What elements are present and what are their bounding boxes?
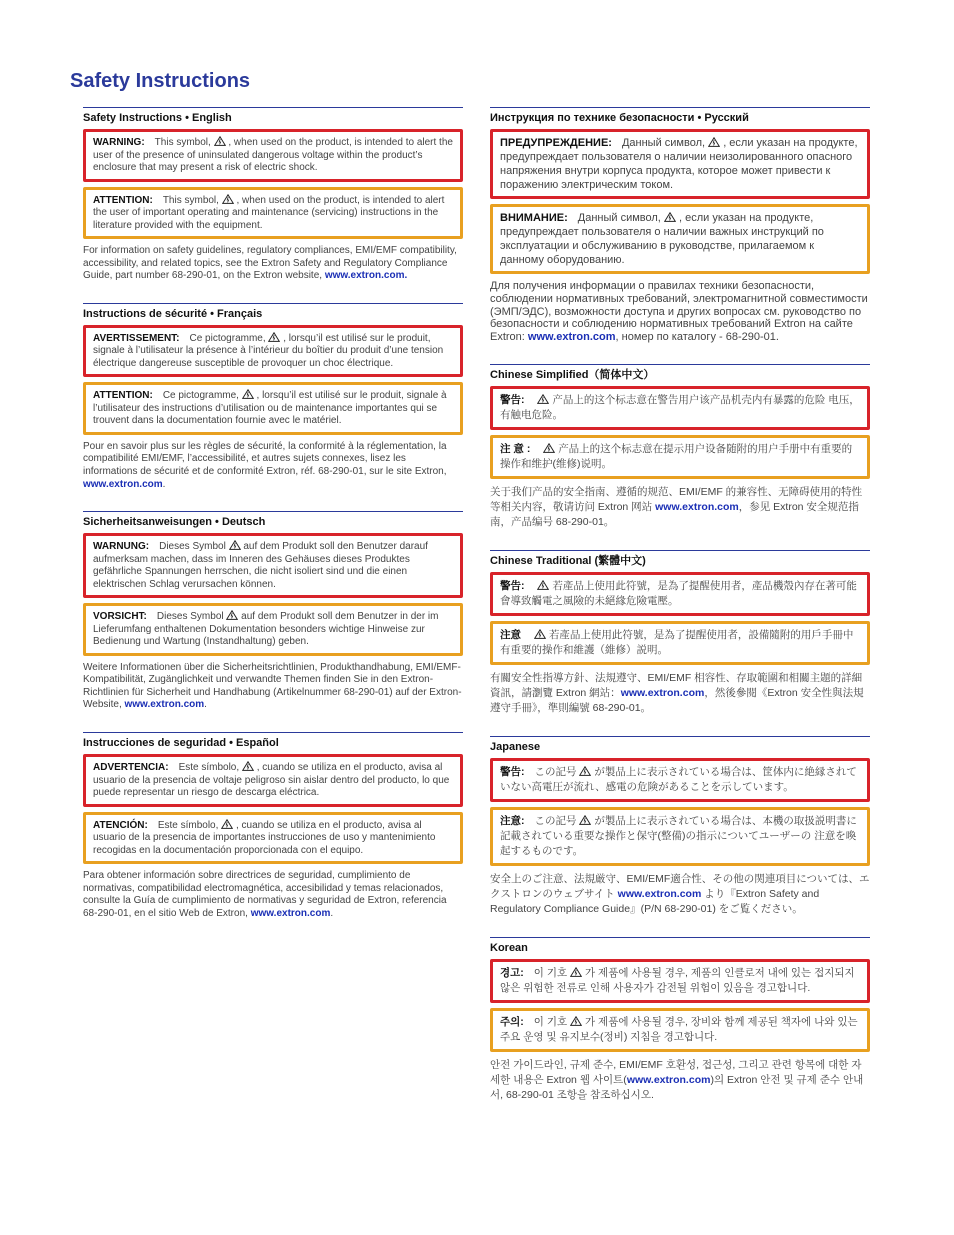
attention-label: VORSICHT: bbox=[93, 611, 147, 623]
warning-triangle-icon bbox=[579, 815, 591, 825]
attention-text: 若產品上使用此符號，是為了提醒使用者，設備隨附的用戶手冊中有重要的操作和維護（維修）説明。 bbox=[500, 628, 854, 656]
info-text-end: より『Extron Safety and Regulatory Compliance Guide』(P/N 68-290-01) をご覧ください。 bbox=[490, 887, 820, 915]
warning-triangle-icon bbox=[537, 394, 549, 404]
attention-text: 가 제품에 사용될 경우, 장비와 함께 제공된 책자에 나와 있는 주요 운영 및 유지보수(정비) 지침을 경고합니다. bbox=[500, 1015, 858, 1043]
extron-website-link[interactable]: www.extron.com bbox=[124, 699, 205, 711]
attention-text-pre: This symbol, bbox=[162, 194, 219, 206]
warning-text-pre: Dieses Symbol bbox=[159, 541, 226, 553]
extron-website-link[interactable]: www.extron.com bbox=[626, 1073, 711, 1086]
warning-text: , lorsqu’il est utilisé sur le produit, signale à l’utilisateur la présence à l’intérieur du boîtier du produit d’une tension électrique dangereuse susceptible de provoquer un choc électrique. bbox=[93, 332, 444, 369]
warning-label: AVERTISSEMENT: bbox=[93, 332, 180, 344]
warning-triangle-icon bbox=[214, 136, 226, 146]
warning-triangle-icon bbox=[242, 389, 254, 399]
warning-label: 警告: bbox=[500, 579, 525, 592]
page-title: Safety Instructions bbox=[70, 70, 251, 92]
section-heading: Chinese Simplified（简体中文） bbox=[490, 364, 870, 382]
warning-box bbox=[490, 959, 870, 1003]
info-text-end: )의 Extron 안전 및 규제 준수 안내서, 68-290-01 조항을 참조하십시오. bbox=[490, 1073, 864, 1101]
info-text: 안전 가이드라인, 규제 준수, EMI/EMF 호환성, 접근성, 그리고 관련 항목에 대한 자세한 내용은 Extron 웹 사이트( bbox=[490, 1058, 862, 1086]
warning-triangle-icon bbox=[570, 1016, 582, 1026]
attention-box bbox=[490, 807, 870, 866]
attention-label: ВНИМАНИЕ: bbox=[500, 212, 568, 224]
safety-section bbox=[83, 732, 463, 920]
warning-text-pre: Este símbolo, bbox=[178, 762, 240, 774]
safety-section bbox=[490, 736, 870, 917]
section-heading: Korean bbox=[490, 937, 870, 955]
left-column bbox=[83, 107, 463, 940]
attention-box bbox=[83, 603, 463, 656]
attention-box bbox=[490, 435, 870, 479]
warning-box bbox=[490, 129, 870, 199]
warning-text: が製品上に表示されている場合は、筐体内に絶縁されていない高電圧が流れ、感電の危険があることを示しています。 bbox=[500, 765, 857, 793]
attention-label: 注意: bbox=[500, 814, 525, 827]
warning-box bbox=[83, 325, 463, 378]
info-paragraph bbox=[83, 662, 463, 712]
attention-box bbox=[83, 812, 463, 865]
safety-section bbox=[490, 937, 870, 1103]
attention-box bbox=[83, 187, 463, 240]
attention-text-pre: Данный символ, bbox=[577, 212, 661, 224]
warning-label: 警告: bbox=[500, 393, 525, 406]
attention-box bbox=[490, 621, 870, 665]
info-paragraph bbox=[490, 280, 870, 344]
safety-section bbox=[83, 107, 463, 283]
info-text: 有關安全性指導方針、法規遵守、EMI/EMF 相容性、存取範圍和相關主題的詳細資訊，請瀏覽 Extron 網站： bbox=[490, 671, 863, 699]
warning-box bbox=[83, 533, 463, 598]
warning-label: 경고: bbox=[500, 966, 524, 979]
warning-text: , cuando se utiliza en el producto, avisa al usuario de la presencia de voltaje peligroso sin aislar dentro del producto, lo que puede representar un riesgo de descarga eléctrica. bbox=[93, 762, 450, 799]
attention-text: 产品上的这个标志意在提示用户设备随附的用户手册中有重要的操作和维护(维修)说明。 bbox=[500, 442, 853, 470]
warning-label: ПРЕДУПРЕЖДЕНИЕ: bbox=[500, 137, 612, 149]
attention-text: , cuando se utiliza en el producto, avisa al usuario de la presencia de importantes instrucciones de uso y mantenimiento recogidas en la documentación proporcionada con el equipo. bbox=[93, 819, 436, 856]
info-text: 安全上のご注意、法規厳守、EMI/EMF適合性、その他の関連項目については、エクストロンのウェブサイト bbox=[490, 872, 870, 900]
warning-text-pre: This symbol, bbox=[154, 137, 211, 148]
warning-triangle-icon bbox=[543, 443, 555, 453]
info-text-end: ，然後參閱《Extron 安全性與法規遵守手冊》，準則編號 68-290-01。 bbox=[490, 686, 864, 714]
info-text: Para obtener información sobre directrices de seguridad, cumplimiento de normativas, compatibilidad electromagnética, accesibilidad y temas relacionados, consulte la Guía de cumplimiento de normativas y seguridad de Extron, referencia 68-290-01, en el sitio Web de Extron, bbox=[83, 870, 447, 919]
extron-website-link[interactable]: www.extron.com bbox=[527, 331, 616, 344]
extron-website-link[interactable]: www.extron.com bbox=[250, 907, 331, 919]
attention-text: が製品上に表示されている場合は、本機の取扱説明書に 記載されている重要な操作と保守(整備)の指示についてユーザーの 注意を喚起するものです。 bbox=[500, 814, 857, 857]
section-heading: Chinese Traditional (繁體中文) bbox=[490, 550, 870, 568]
attention-text-pre: Ce pictogramme, bbox=[162, 390, 239, 402]
warning-text: , если указан на продукте, предупреждает пользователя о наличии неизолированного опасного напряжения внутри корпуса продукта, которое может привести к поражению электрическим током. bbox=[500, 137, 858, 191]
warning-triangle-icon bbox=[226, 610, 238, 620]
section-heading: Sicherheitsanweisungen • Deutsch bbox=[83, 511, 463, 529]
attention-box bbox=[490, 204, 870, 274]
info-text: For information on safety guidelines, regulatory compliances, EMI/EMF compatibility, accessibility, and related topics, see the Extron Safety and Regulatory Compliance Guide, part number 68-290-01, on the Extron website, bbox=[83, 245, 457, 282]
attention-text-pre: Este símbolo, bbox=[157, 819, 219, 831]
safety-section bbox=[83, 511, 463, 712]
section-heading: Japanese bbox=[490, 736, 870, 754]
extron-website-link[interactable]: www.extron.com bbox=[617, 887, 702, 900]
warning-label: 警告: bbox=[500, 765, 525, 778]
info-paragraph bbox=[490, 872, 870, 917]
warning-box bbox=[83, 129, 463, 182]
warning-triangle-icon bbox=[229, 540, 241, 550]
safety-section bbox=[490, 550, 870, 716]
safety-section bbox=[490, 107, 870, 344]
warning-box bbox=[490, 758, 870, 802]
attention-text-pre: Dieses Symbol bbox=[156, 611, 224, 623]
warning-triangle-icon bbox=[708, 137, 720, 147]
warning-label: WARNUNG: bbox=[93, 541, 150, 553]
attention-label: ATTENTION: bbox=[93, 194, 153, 206]
info-text: 关于我们产品的安全指南、遵循的规范、EMI/EMF 的兼容性、无障碍使用的特性等相关内容，敬请访问 Extron 网站 bbox=[490, 485, 863, 513]
info-text-end: . bbox=[162, 478, 166, 490]
warning-triangle-icon bbox=[221, 819, 233, 829]
attention-label: 注意 bbox=[500, 628, 521, 641]
section-heading: Instructions de sécurité • Français bbox=[83, 303, 463, 321]
attention-label: 注 意 : bbox=[500, 442, 531, 455]
attention-text: , lorsqu’il est utilisé sur le produit, signale à l’utilisateur des instructions d’utilisation ou de maintenance importantes qui se trouvent dans la documentation fournie avec le matériel. bbox=[93, 390, 447, 427]
attention-text: , если указан на продукте, предупреждает пользователя о наличии важных инструкций по эксплуатации и обслуживанию в руководстве, прилагаемом к данному оборудованию. bbox=[500, 212, 824, 266]
warning-box bbox=[490, 572, 870, 616]
warning-triangle-icon bbox=[242, 761, 254, 771]
warning-text: auf dem Produkt soll den Benutzer darauf aufmerksam machen, dass im Inneren des Gehäuses dieses Produktes gefährliche Spannungen herrschen, die nicht isoliert sind und die einen elektrischen Schlag verursachen können. bbox=[93, 541, 428, 590]
warning-text: , when used on the product, is intended to alert the user of the presence of uninsulated dangerous voltage within the product’s enclosure that may present a risk of electric shock. bbox=[93, 137, 453, 173]
attention-text: auf dem Produkt soll dem Benutzer in der im Lieferumfang enthaltenen Dokumentation besonders wichtige Hinweise zur Bedienung und Wartung (Instandhaltung) geben. bbox=[93, 611, 439, 648]
extron-website-link[interactable]: www.extron.com bbox=[655, 500, 739, 513]
warning-box bbox=[490, 386, 870, 430]
info-paragraph bbox=[83, 441, 463, 491]
warning-text: 가 제품에 사용될 경우, 제품의 인클로저 내에 있는 접지되지 않은 위험한 전류로 인해 사용자가 감전될 위험이 있음을 경고합니다. bbox=[500, 966, 855, 994]
warning-triangle-icon bbox=[570, 967, 582, 977]
info-text-end: , номер по каталогу - 68-290-01. bbox=[615, 331, 779, 344]
right-column bbox=[490, 107, 870, 1123]
warning-text-pre: Данный символ, bbox=[621, 137, 706, 149]
attention-box bbox=[83, 382, 463, 435]
info-text: Для получения информации о правилах техники безопасности, соблюдении нормативных требований, электромагнитной совместимости (ЭМП/ЭДС), возможности доступа и других вопросах см. руководство по безопасности и соблюдению нормативных требований Extron на сайте Extron: bbox=[490, 280, 868, 344]
attention-text: , when used on the product, is intended to alert the user of important operating and maintenance (servicing) instructions in the literature provided with the equipment. bbox=[93, 194, 445, 231]
attention-label: 주의: bbox=[500, 1015, 524, 1028]
warning-text-pre: Ce pictogramme, bbox=[189, 332, 266, 344]
warning-box bbox=[83, 754, 463, 807]
info-paragraph bbox=[83, 245, 463, 283]
section-heading: Safety Instructions • English bbox=[83, 107, 463, 125]
warning-triangle-icon bbox=[664, 212, 676, 222]
extron-website-link[interactable]: www.extron.com. bbox=[324, 270, 408, 282]
extron-website-link[interactable]: www.extron.com bbox=[83, 478, 163, 490]
safety-section bbox=[490, 364, 870, 530]
section-heading: Инструкция по технике безопасности • Русский bbox=[490, 107, 870, 125]
attention-box bbox=[490, 1008, 870, 1052]
warning-triangle-icon bbox=[537, 580, 549, 590]
info-text: Pour en savoir plus sur les règles de sécurité, la conformité à la réglementation, la compatibilité EMI/EMF, l’accessibilité, et autres sujets connexes, lisez les informations de sécurité et de conformité Extron, réf. 68-290-01, sur le site Extron, bbox=[83, 440, 447, 477]
safety-section bbox=[83, 303, 463, 491]
warning-triangle-icon bbox=[222, 194, 234, 204]
warning-text-pre: 이 기호 bbox=[533, 966, 568, 979]
warning-triangle-icon bbox=[579, 766, 591, 776]
info-text-end: . bbox=[204, 699, 207, 711]
warning-label: ADVERTENCIA: bbox=[93, 762, 169, 774]
info-paragraph bbox=[83, 870, 463, 920]
extron-website-link[interactable]: www.extron.com bbox=[620, 686, 705, 699]
attention-label: ATENCIÓN: bbox=[93, 819, 148, 831]
info-paragraph bbox=[490, 671, 870, 716]
info-text-end: ，参见 Extron 安全规范指南，产品编号 68-290-01。 bbox=[490, 500, 859, 528]
warning-triangle-icon bbox=[534, 629, 546, 639]
info-paragraph bbox=[490, 1058, 870, 1103]
info-text-end: . bbox=[330, 907, 334, 919]
warning-text: 若產品上使用此符號，是為了提醒使用者，產品機殼內存在著可能會導致觸電之風險的未絕緣危險電壓。 bbox=[500, 579, 857, 607]
warning-label: WARNING: bbox=[93, 137, 145, 148]
info-text: Weitere Informationen über die Sicherheitsrichtlinien, Produkthandhabung, EMI/EMF-Kompatibilität, Zugänglichkeit und verwandte Themen finden Sie in den Extron-Richtlinien für Sicherheit und Handhabung (Artikelnummer 68-290-01) auf der Extron-Website, bbox=[83, 661, 462, 711]
attention-label: ATTENTION: bbox=[93, 390, 153, 402]
warning-text-pre: この記号 bbox=[534, 765, 577, 778]
attention-text-pre: この記号 bbox=[534, 814, 577, 827]
attention-text-pre: 이 기호 bbox=[533, 1015, 568, 1028]
section-heading: Instrucciones de seguridad • Español bbox=[83, 732, 463, 750]
warning-text: 产品上的这个标志意在警告用户该产品机壳内有暴露的危险 电压，有触电危险。 bbox=[500, 393, 860, 421]
warning-triangle-icon bbox=[268, 332, 280, 342]
info-paragraph bbox=[490, 485, 870, 530]
